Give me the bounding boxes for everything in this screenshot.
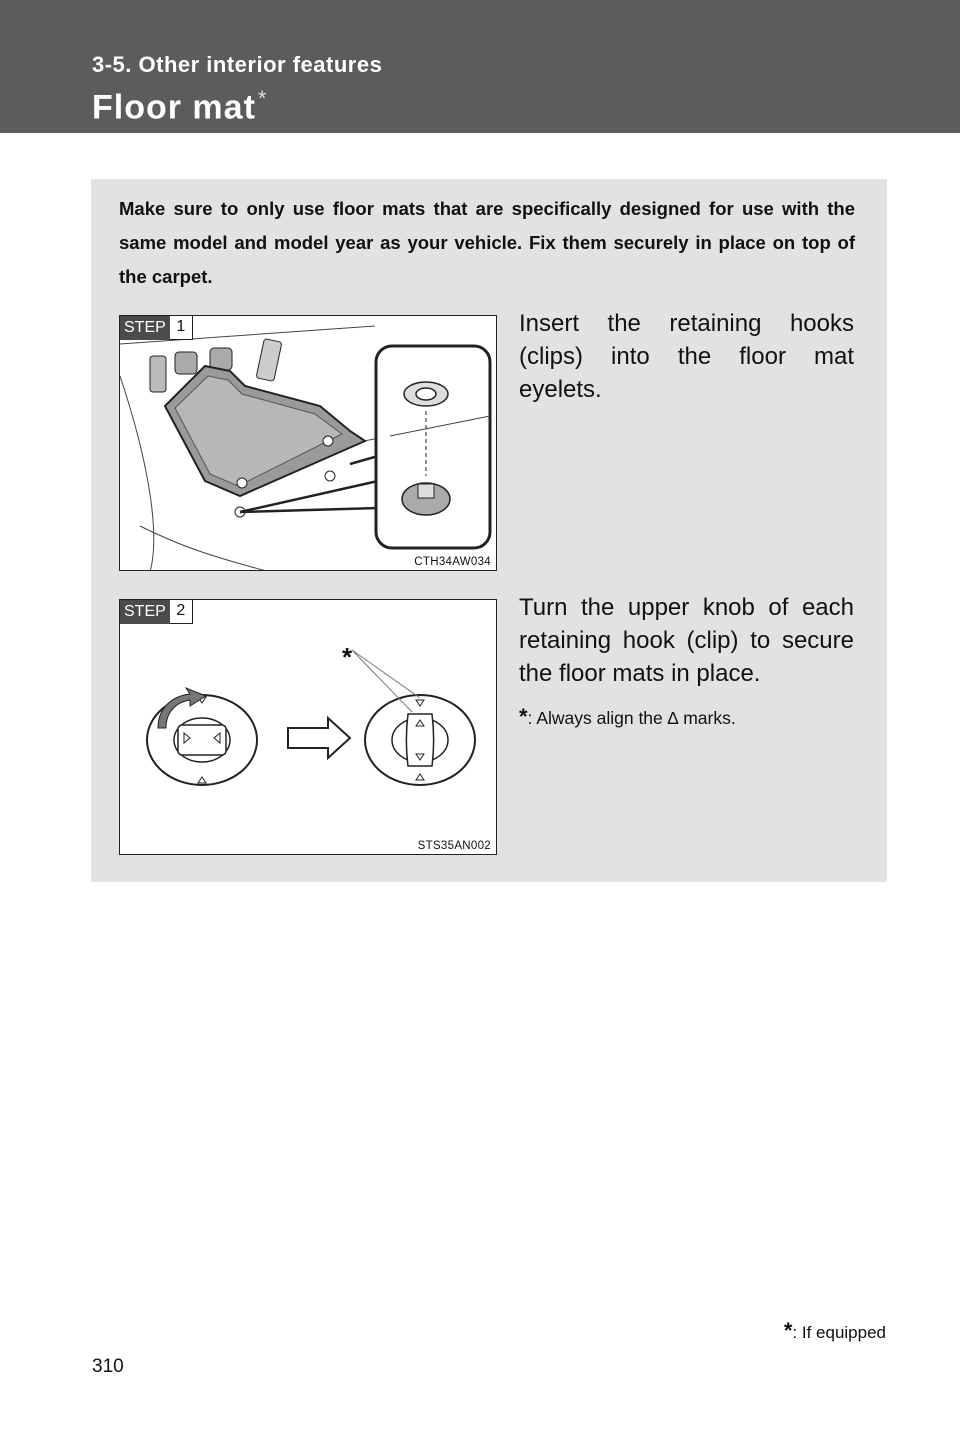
page-title-text: Floor mat xyxy=(92,88,256,127)
footnote xyxy=(784,1318,886,1344)
step2-figure xyxy=(119,599,497,855)
step2-text: Turn the upper knob of each retaining hook (clip) to secure the floor mats in place. xyxy=(519,594,854,687)
footnote-asterisk: * xyxy=(783,1318,793,1343)
page-title xyxy=(92,86,267,127)
retaining-hook-illustration xyxy=(120,600,497,855)
step1-number: 1 xyxy=(170,316,193,340)
step1-figure-code: CTH34AW034 xyxy=(414,556,491,568)
step2-label: STEP xyxy=(120,600,170,624)
page-header xyxy=(0,0,960,133)
step1-text: Insert the retaining hooks (clips) into the floor mat eyelets. xyxy=(519,310,854,403)
note-text: : Always align the ∆ marks. xyxy=(527,708,736,728)
page-number: 310 xyxy=(92,1356,124,1377)
title-asterisk: * xyxy=(257,86,268,111)
footnote-text: : If equipped xyxy=(792,1323,886,1342)
floor-mat-illustration xyxy=(120,316,497,571)
intro-text: Make sure to only use floor mats that are specifically designed for use with the same model and model year as your vehicle. Fix them securely in place on top of the carpet. xyxy=(119,198,855,287)
step1-label: STEP xyxy=(120,316,170,340)
note-asterisk: * xyxy=(519,704,528,729)
alignment-note xyxy=(519,704,736,730)
step1-figure xyxy=(119,315,497,571)
step2-figure-asterisk: * xyxy=(342,642,353,672)
section-label: 3-5. Other interior features xyxy=(92,52,383,77)
step1-tag xyxy=(120,316,193,340)
step2-tag xyxy=(120,600,193,624)
step2-number: 2 xyxy=(170,600,193,624)
step2-figure-code: STS35AN002 xyxy=(417,840,491,852)
